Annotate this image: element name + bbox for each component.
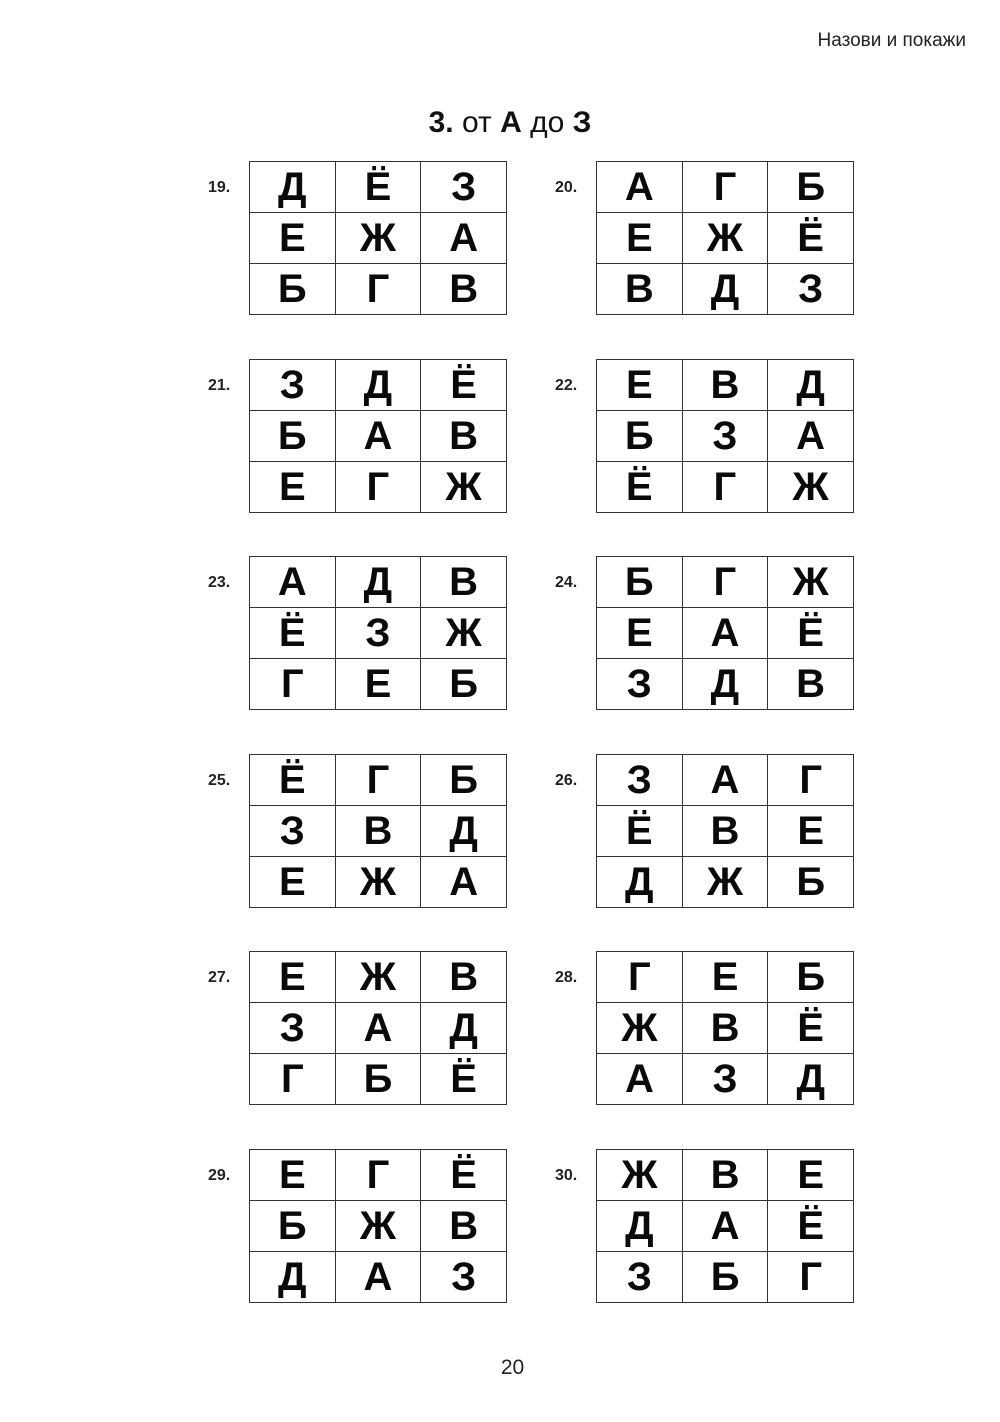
letter-cell: В	[682, 1003, 768, 1054]
grid-row	[250, 1252, 507, 1303]
letter-cell: Б	[250, 264, 336, 315]
letter-cell: Ё	[250, 608, 336, 659]
letter-cell: Ё	[768, 1201, 854, 1252]
letter-cell: Е	[335, 659, 421, 710]
letter-cell: В	[597, 264, 683, 315]
letter-cell: Е	[682, 952, 768, 1003]
letter-cell: Ж	[335, 857, 421, 908]
letter-cell: А	[682, 608, 768, 659]
letter-cell: Ж	[597, 1003, 683, 1054]
letter-cell: Ё	[421, 360, 507, 411]
letter-grid	[249, 161, 507, 315]
letter-cell: Г	[682, 162, 768, 213]
letter-cell: Ё	[250, 755, 336, 806]
letter-cell: Ё	[768, 608, 854, 659]
letter-cell: А	[335, 411, 421, 462]
letter-cell: В	[421, 1201, 507, 1252]
grid-row	[250, 1054, 507, 1105]
letter-cell: В	[682, 360, 768, 411]
grid-row	[250, 557, 507, 608]
letter-cell: Б	[250, 411, 336, 462]
letter-cell: Ж	[335, 213, 421, 264]
letter-cell: Б	[682, 1252, 768, 1303]
letter-cell: Ж	[597, 1150, 683, 1201]
letter-cell: Е	[250, 462, 336, 513]
letter-cell: В	[768, 659, 854, 710]
letter-cell: Г	[335, 755, 421, 806]
letter-cell: Б	[768, 952, 854, 1003]
puzzle-number: 29.	[208, 1167, 231, 1184]
letter-cell: Д	[335, 557, 421, 608]
letter-cell: Е	[597, 608, 683, 659]
letter-cell: Г	[250, 1054, 336, 1105]
grid-row	[250, 1201, 507, 1252]
letter-cell: Е	[768, 806, 854, 857]
grid-row	[250, 213, 507, 264]
letter-cell: З	[682, 411, 768, 462]
puzzle-number: 24.	[555, 574, 578, 591]
letter-cell: З	[421, 1252, 507, 1303]
letter-cell: А	[768, 411, 854, 462]
letter-cell: Г	[768, 1252, 854, 1303]
grid-row	[250, 360, 507, 411]
grid-row	[597, 360, 854, 411]
letter-cell: А	[335, 1003, 421, 1054]
letter-cell: В	[421, 952, 507, 1003]
grid-row	[597, 557, 854, 608]
title-to: до	[530, 106, 565, 139]
letter-grid	[249, 556, 507, 710]
grid-row	[250, 1003, 507, 1054]
letter-cell: Б	[597, 411, 683, 462]
letter-cell: А	[335, 1252, 421, 1303]
grid-row	[250, 411, 507, 462]
letter-cell: В	[421, 557, 507, 608]
letter-cell: Д	[421, 1003, 507, 1054]
letter-cell: З	[597, 1252, 683, 1303]
letter-cell: Ё	[768, 213, 854, 264]
grid-row	[250, 857, 507, 908]
letter-cell: Г	[335, 462, 421, 513]
letter-grid	[596, 754, 854, 908]
letter-cell: Г	[682, 462, 768, 513]
letter-grid	[249, 359, 507, 513]
letter-cell: Ж	[768, 462, 854, 513]
letter-cell: Г	[335, 264, 421, 315]
grid-row	[250, 1150, 507, 1201]
grid-row	[250, 162, 507, 213]
letter-cell: З	[597, 755, 683, 806]
letter-cell: Г	[768, 755, 854, 806]
letter-cell: В	[682, 1150, 768, 1201]
puzzle-number: 30.	[555, 1167, 578, 1184]
grid-row	[597, 659, 854, 710]
grid-row	[597, 952, 854, 1003]
letter-cell: Б	[597, 557, 683, 608]
grid-row	[597, 162, 854, 213]
letter-cell: Ё	[335, 162, 421, 213]
letter-cell: З	[250, 1003, 336, 1054]
puzzle-number: 23.	[208, 574, 231, 591]
puzzle-number: 20.	[555, 179, 578, 196]
letter-cell: Г	[335, 1150, 421, 1201]
letter-cell: Д	[250, 162, 336, 213]
letter-cell: Е	[768, 1150, 854, 1201]
puzzle-number: 28.	[555, 969, 578, 986]
letter-cell: З	[421, 162, 507, 213]
letter-cell: Г	[250, 659, 336, 710]
letter-cell: Д	[597, 1201, 683, 1252]
letter-cell: А	[250, 557, 336, 608]
grid-row	[597, 213, 854, 264]
letter-cell: З	[250, 360, 336, 411]
grid-row	[250, 755, 507, 806]
letter-cell: Ж	[421, 608, 507, 659]
letter-cell: А	[597, 162, 683, 213]
puzzle-number: 19.	[208, 179, 231, 196]
letter-cell: Ж	[682, 213, 768, 264]
grid-row	[597, 857, 854, 908]
letter-grid	[596, 951, 854, 1105]
grid-row	[250, 806, 507, 857]
grid-row	[250, 952, 507, 1003]
letter-grid	[596, 161, 854, 315]
grid-row	[597, 608, 854, 659]
letter-cell: З	[768, 264, 854, 315]
letter-grid	[596, 556, 854, 710]
letter-cell: Ё	[421, 1150, 507, 1201]
letter-cell: Ж	[335, 1201, 421, 1252]
letter-cell: А	[421, 857, 507, 908]
grid-row	[597, 1201, 854, 1252]
letter-cell: Б	[421, 659, 507, 710]
letter-grid	[249, 1149, 507, 1303]
letter-cell: А	[597, 1054, 683, 1105]
letter-cell: Ё	[421, 1054, 507, 1105]
letter-cell: Д	[682, 659, 768, 710]
letter-cell: Ж	[682, 857, 768, 908]
letter-cell: А	[682, 1201, 768, 1252]
letter-cell: Б	[335, 1054, 421, 1105]
letter-cell: Б	[768, 162, 854, 213]
grid-row	[250, 264, 507, 315]
letter-cell: З	[597, 659, 683, 710]
letter-grid	[249, 951, 507, 1105]
title-from: от	[461, 106, 492, 139]
puzzle-number: 27.	[208, 969, 231, 986]
grid-row	[250, 462, 507, 513]
puzzle-number: 26.	[555, 772, 578, 789]
title-start-letter: А	[500, 106, 522, 139]
letter-cell: Е	[250, 213, 336, 264]
letter-cell: Ж	[421, 462, 507, 513]
letter-cell: Д	[682, 264, 768, 315]
letter-cell: Е	[250, 857, 336, 908]
letter-cell: Д	[768, 1054, 854, 1105]
letter-cell: З	[682, 1054, 768, 1105]
letter-cell: Ё	[768, 1003, 854, 1054]
letter-cell: З	[335, 608, 421, 659]
grid-row	[250, 659, 507, 710]
letter-cell: В	[421, 411, 507, 462]
grid-row	[597, 1003, 854, 1054]
letter-cell: Г	[597, 952, 683, 1003]
letter-cell: Б	[250, 1201, 336, 1252]
grid-row	[250, 608, 507, 659]
letter-cell: Е	[597, 360, 683, 411]
letter-cell: Д	[421, 806, 507, 857]
puzzle-number: 25.	[208, 772, 231, 789]
grid-row	[597, 411, 854, 462]
letter-cell: Г	[682, 557, 768, 608]
letter-grid	[249, 754, 507, 908]
letter-grid	[596, 1149, 854, 1303]
grid-row	[597, 1150, 854, 1201]
section-number: 3.	[428, 106, 454, 139]
letter-cell: Ё	[597, 462, 683, 513]
letter-cell: Ж	[768, 557, 854, 608]
letter-cell: Б	[768, 857, 854, 908]
letter-cell: В	[682, 806, 768, 857]
letter-cell: В	[335, 806, 421, 857]
letter-cell: Е	[250, 952, 336, 1003]
letter-grid	[596, 359, 854, 513]
puzzle-number: 22.	[555, 377, 578, 394]
page-header: Назови и покажи	[817, 30, 966, 51]
section-title	[0, 106, 1000, 140]
puzzle-number: 21.	[208, 377, 231, 394]
letter-cell: Б	[421, 755, 507, 806]
letter-cell: З	[250, 806, 336, 857]
letter-cell: Е	[597, 213, 683, 264]
page-number: 20	[500, 1356, 525, 1379]
letter-cell: Д	[768, 360, 854, 411]
letter-cell: Е	[250, 1150, 336, 1201]
grid-row	[597, 462, 854, 513]
letter-cell: Ж	[335, 952, 421, 1003]
letter-cell: А	[421, 213, 507, 264]
letter-cell: Д	[597, 857, 683, 908]
letter-cell: Д	[250, 1252, 336, 1303]
title-end-letter: З	[572, 106, 592, 139]
grid-row	[597, 264, 854, 315]
letter-cell: В	[421, 264, 507, 315]
grid-row	[597, 806, 854, 857]
letter-cell: Д	[335, 360, 421, 411]
grid-row	[597, 1054, 854, 1105]
letter-cell: А	[682, 755, 768, 806]
letter-cell: Ё	[597, 806, 683, 857]
grid-row	[597, 1252, 854, 1303]
grid-row	[597, 755, 854, 806]
